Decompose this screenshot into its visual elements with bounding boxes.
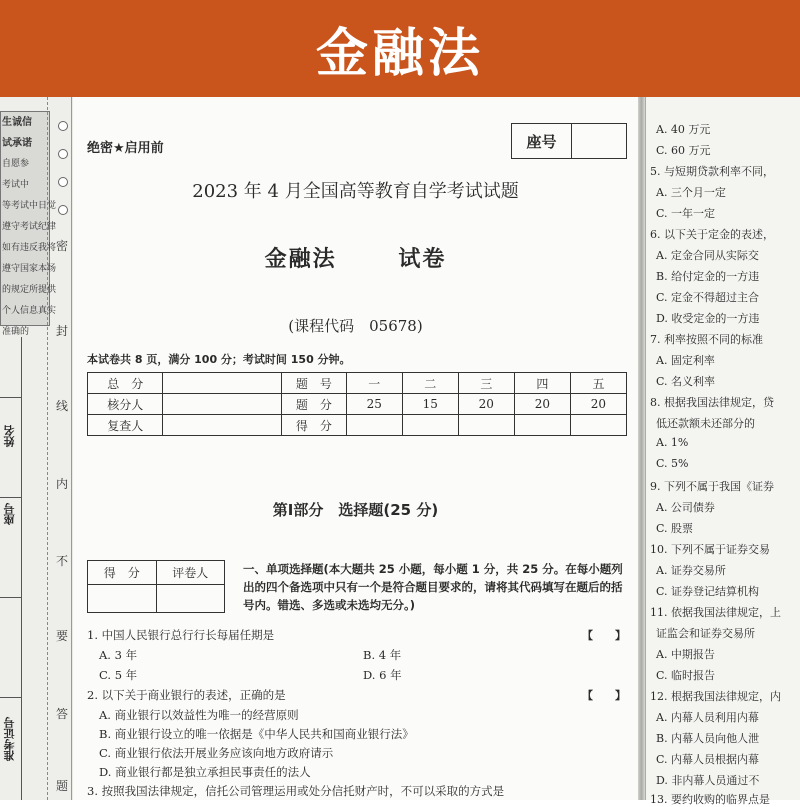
- question-option: D. 6 年: [363, 668, 402, 682]
- next-page-line: 8. 根据我国法律规定，贷: [650, 396, 774, 409]
- next-page-line: 7. 利率按照不同的标准: [650, 333, 763, 346]
- seal-char: 线: [56, 399, 69, 413]
- question-stem: 1. 中国人民银行总行行长每届任期是: [87, 628, 275, 642]
- next-page-line: C. 临时报告: [656, 669, 716, 682]
- next-page-line: 5. 与短期贷款利率不同，: [650, 165, 774, 178]
- next-page-line: A. 中期报告: [656, 648, 715, 661]
- score-cell: 五: [570, 373, 626, 394]
- grader-reviewer-blank: [156, 585, 225, 613]
- next-page-line: 10. 下列不属于证券交易: [650, 543, 770, 556]
- next-page-line: 证监会和证券交易所: [656, 627, 755, 640]
- title-banner: [0, 0, 800, 97]
- score-cell: [163, 415, 282, 436]
- score-cell: 20: [570, 394, 626, 415]
- next-page-line: A. 定金合同从实际交: [656, 249, 759, 262]
- score-cell: [458, 415, 514, 436]
- score-cell: 20: [458, 394, 514, 415]
- integrity-pledge-box: [0, 111, 57, 337]
- pledge-line: 等考试中日觉: [2, 201, 57, 211]
- seat-number-label: 座号: [512, 124, 572, 158]
- paper-label: 试卷: [398, 246, 447, 272]
- score-cell: 总 分: [88, 373, 163, 394]
- seal-dash-line: [47, 97, 48, 800]
- pledge-line: 试承诺: [2, 138, 32, 149]
- seal-char: 题: [56, 779, 69, 793]
- course-code: (课程代码 05678): [288, 317, 423, 335]
- ticket-label: 准考证号: [3, 717, 16, 761]
- next-page-line: A. 固定利率: [656, 354, 715, 367]
- next-page-line: C. 60 万元: [656, 144, 711, 157]
- binding-hole: [58, 121, 68, 131]
- answer-bracket: 【 】: [582, 629, 626, 642]
- question-option: B. 4 年: [363, 648, 402, 662]
- question-option: A. 商业银行以效益性为唯一的经营原则: [99, 708, 299, 722]
- score-cell: 得 分: [282, 415, 347, 436]
- binding-hole: [58, 205, 68, 215]
- seal-char: 不: [56, 554, 69, 568]
- seal-char: 封: [56, 324, 69, 338]
- score-cell: [402, 415, 458, 436]
- next-page: [645, 97, 800, 806]
- question-option: D. 商业银行都是独立承担民事责任的法人: [99, 765, 311, 779]
- grader-score-label: 得 分: [88, 561, 157, 585]
- binding-hole: [58, 177, 68, 187]
- next-page-line: 9. 下列不属于我国《证券: [650, 480, 774, 493]
- pledge-line: 生诚信: [2, 117, 32, 128]
- score-cell: [570, 415, 626, 436]
- next-page-line: D. 收受定金的一方违: [656, 312, 760, 325]
- question-option: A. 3 年: [99, 648, 138, 662]
- next-page-line: D. 非内幕人员通过不: [656, 774, 760, 787]
- banner-title: 金融法: [315, 24, 484, 84]
- question-stem: 3. 按照我国法律规定，信托公司管理运用或处分信托财产时，不可以采取的方式是: [87, 784, 505, 798]
- next-page-line: 12. 根据我国法律规定，内: [650, 690, 781, 703]
- page-gutter: [638, 97, 645, 800]
- exam-info: 本试卷共 8 页，满分 100 分；考试时间 150 分钟。: [87, 353, 351, 366]
- confidential-mark: 绝密★启用前: [87, 141, 164, 156]
- next-page-line: C. 证券登记结算机构: [656, 585, 760, 598]
- next-page-line: 6. 以下关于定金的表述，: [650, 228, 774, 241]
- next-page-line: A. 1%: [656, 436, 689, 449]
- next-page-line: 13. 要约收购的临界点是: [650, 793, 770, 806]
- next-page-line: C. 名义利率: [656, 375, 716, 388]
- binding-hole: [58, 149, 68, 159]
- score-cell: 题 号: [282, 373, 347, 394]
- score-cell: 三: [458, 373, 514, 394]
- box-divider: [0, 397, 22, 398]
- score-table: [87, 372, 627, 436]
- pledge-line: 如有违反我将: [2, 243, 57, 253]
- next-page-line: A. 证券交易所: [656, 564, 726, 577]
- seat-number-blank: [572, 124, 626, 158]
- name-label: 姓名: [3, 425, 16, 447]
- box-divider: [0, 497, 22, 498]
- part-title: 第Ⅰ部分 选择题(25 分): [272, 501, 439, 519]
- grader-score-blank: [88, 585, 157, 613]
- score-cell: 一: [346, 373, 402, 394]
- grader-reviewer-label: 评卷人: [156, 561, 225, 585]
- score-cell: 二: [402, 373, 458, 394]
- seat-label: 座号: [3, 503, 16, 525]
- exam-page: [73, 97, 638, 800]
- next-page-line: A. 三个月一定: [656, 186, 726, 199]
- pledge-line: 准确的: [2, 327, 30, 337]
- seal-char: 要: [56, 629, 69, 643]
- binding-strip: [0, 97, 72, 800]
- next-page-line: C. 内幕人员根据内幕: [656, 753, 760, 766]
- subject-name: 金融法: [264, 246, 337, 272]
- exam-title: 2023 年 4 月全国高等教育自学考试试题: [192, 181, 519, 202]
- question-option: C. 5 年: [99, 668, 138, 682]
- next-page-line: C. 股票: [656, 522, 694, 535]
- score-cell: 20: [514, 394, 570, 415]
- score-cell: [163, 373, 282, 394]
- score-cell: [346, 415, 402, 436]
- seal-char: 内: [56, 477, 69, 491]
- question-stem: 2. 以下关于商业银行的表述，正确的是: [87, 688, 286, 702]
- next-page-line: A. 内幕人员利用内幕: [656, 711, 759, 724]
- score-cell: 复查人: [88, 415, 163, 436]
- box-divider: [0, 597, 22, 598]
- score-cell: 核分人: [88, 394, 163, 415]
- box-divider: [0, 697, 22, 698]
- next-page-line: B. 给付定金的一方违: [656, 270, 760, 283]
- next-page-line: C. 定金不得超过主合: [656, 291, 760, 304]
- pledge-line: 的规定所提供: [2, 285, 57, 295]
- pledge-line: 遵守国家本场: [2, 264, 57, 274]
- pledge-line: 考试中: [2, 180, 30, 190]
- score-cell: [514, 415, 570, 436]
- score-cell: [163, 394, 282, 415]
- next-page-line: C. 5%: [656, 457, 689, 470]
- question-option: B. 商业银行设立的唯一依据是《中华人民共和国商业银行法》: [99, 727, 414, 741]
- pledge-line: 个人信息真实: [2, 306, 57, 316]
- next-page-line: A. 公司债券: [656, 501, 715, 514]
- score-cell: 四: [514, 373, 570, 394]
- subject-title: [73, 242, 638, 273]
- section-instructions: 一、单项选择题(本大题共 25 小题，每小题 1 分，共 25 分。在每小题列出的四个备选项中只有一个是符合题目要求的，请将其代码填写在题后的括号内。错选、多选或未选均无分。): [243, 562, 623, 612]
- next-page-line: C. 一年一定: [656, 207, 716, 220]
- next-page-line: B. 内幕人员向他人泄: [656, 732, 760, 745]
- next-page-line: 11. 依据我国法律规定，上: [650, 606, 781, 619]
- score-cell: 题 分: [282, 394, 347, 415]
- seat-number-box: [511, 123, 627, 159]
- exam-photo: [0, 97, 800, 806]
- seal-char: 答: [56, 707, 69, 721]
- answer-bracket: 【 】: [582, 689, 626, 702]
- next-page-line: A. 40 万元: [656, 123, 711, 136]
- candidate-info-boxes: [0, 337, 22, 800]
- question-option: C. 商业银行依法开展业务应该向地方政府请示: [99, 746, 334, 760]
- grader-table: [87, 560, 225, 613]
- next-page-line: 低还款额未还部分的: [656, 417, 755, 430]
- score-cell: 15: [402, 394, 458, 415]
- pledge-line: 自愿参: [2, 159, 30, 169]
- score-cell: 25: [346, 394, 402, 415]
- pledge-line: 遵守考试纪律: [2, 222, 57, 232]
- seal-char: 密: [56, 239, 69, 253]
